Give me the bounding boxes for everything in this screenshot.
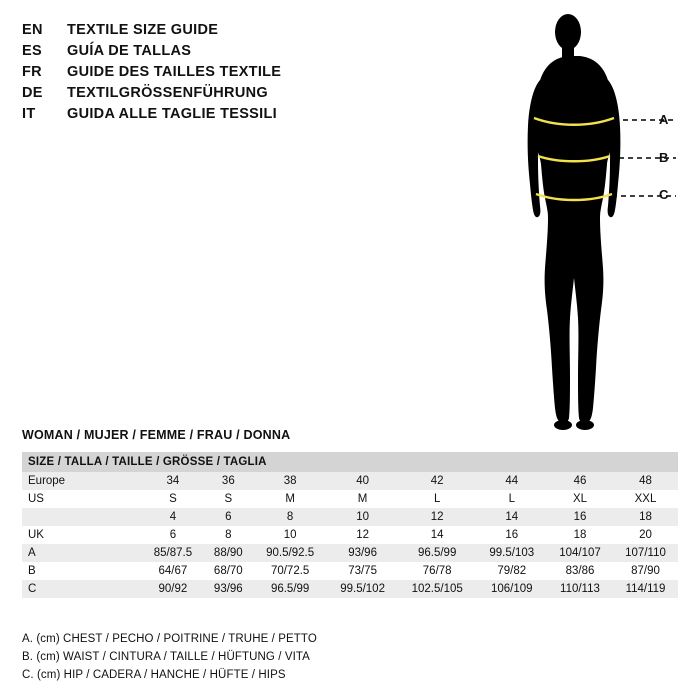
cell: XL bbox=[547, 490, 613, 508]
table-row bbox=[22, 490, 678, 508]
language-code-en: EN bbox=[22, 22, 43, 38]
language-title-de: TEXTILGRÖSSENFÜHRUNG bbox=[67, 85, 268, 101]
cell: 16 bbox=[547, 508, 613, 526]
note-chest: A. (cm) CHEST / PECHO / POITRINE / TRUHE / PETTO bbox=[22, 633, 317, 645]
cell: 96.5/99 bbox=[398, 544, 477, 562]
cell: 99.5/102 bbox=[327, 580, 397, 598]
measurement-notes bbox=[22, 633, 317, 687]
note-hip: C. (cm) HIP / CADERA / HANCHE / HÜFTE / HIPS bbox=[22, 669, 286, 681]
cell: 18 bbox=[613, 508, 678, 526]
cell: S bbox=[204, 490, 253, 508]
table-row bbox=[22, 526, 678, 544]
language-row bbox=[22, 85, 502, 101]
cell: 38 bbox=[253, 472, 328, 490]
table-row bbox=[22, 562, 678, 580]
language-row bbox=[22, 64, 502, 80]
table-band-header-row bbox=[22, 452, 678, 472]
cell: XXL bbox=[613, 490, 678, 508]
cell: 99.5/103 bbox=[477, 544, 547, 562]
row-label: C bbox=[22, 580, 142, 598]
cell: 83/86 bbox=[547, 562, 613, 580]
cell: 16 bbox=[477, 526, 547, 544]
table-row bbox=[22, 508, 678, 526]
row-label: Europe bbox=[22, 472, 142, 490]
cell: 79/82 bbox=[477, 562, 547, 580]
cell: 93/96 bbox=[204, 580, 253, 598]
measure-label-group bbox=[655, 6, 695, 436]
table-row bbox=[22, 472, 678, 490]
cell: 64/67 bbox=[142, 562, 204, 580]
cell: M bbox=[327, 490, 397, 508]
table-row bbox=[22, 544, 678, 562]
cell: L bbox=[477, 490, 547, 508]
cell: 20 bbox=[613, 526, 678, 544]
cell: 18 bbox=[547, 526, 613, 544]
cell: 48 bbox=[613, 472, 678, 490]
language-code-de: DE bbox=[22, 85, 43, 101]
language-title-es: GUÍA DE TALLAS bbox=[67, 43, 192, 59]
cell: 46 bbox=[547, 472, 613, 490]
language-row bbox=[22, 106, 502, 122]
cell: 70/72.5 bbox=[253, 562, 328, 580]
cell: L bbox=[398, 490, 477, 508]
cell: 14 bbox=[477, 508, 547, 526]
measure-label-c: C bbox=[659, 187, 669, 202]
cell: 6 bbox=[204, 508, 253, 526]
cell: 40 bbox=[327, 472, 397, 490]
cell: 104/107 bbox=[547, 544, 613, 562]
cell: 8 bbox=[204, 526, 253, 544]
language-title-fr: GUIDE DES TAILLES TEXTILE bbox=[67, 64, 282, 80]
language-code-es: ES bbox=[22, 43, 42, 59]
row-label: A bbox=[22, 544, 142, 562]
cell: 114/119 bbox=[613, 580, 678, 598]
cell: 36 bbox=[204, 472, 253, 490]
table-band-header-label: SIZE / TALLA / TAILLE / GRÖSSE / TAGLIA bbox=[22, 452, 678, 472]
cell: 106/109 bbox=[477, 580, 547, 598]
cell: 12 bbox=[398, 508, 477, 526]
cell: 14 bbox=[398, 526, 477, 544]
row-label: US bbox=[22, 490, 142, 508]
cell: 8 bbox=[253, 508, 328, 526]
cell: 12 bbox=[327, 526, 397, 544]
silhouette-body-icon bbox=[528, 14, 621, 430]
language-title-block bbox=[22, 22, 502, 127]
cell: 88/90 bbox=[204, 544, 253, 562]
cell: 107/110 bbox=[613, 544, 678, 562]
cell: 96.5/99 bbox=[253, 580, 328, 598]
cell: 90.5/92.5 bbox=[253, 544, 328, 562]
note-waist: B. (cm) WAIST / CINTURA / TAILLE / HÜFTUNG / VITA bbox=[22, 651, 310, 663]
cell: 102.5/105 bbox=[398, 580, 477, 598]
cell: 6 bbox=[142, 526, 204, 544]
row-label: UK bbox=[22, 526, 142, 544]
cell: 110/113 bbox=[547, 580, 613, 598]
measure-label-b: B bbox=[659, 150, 669, 165]
language-row bbox=[22, 22, 502, 38]
cell: 93/96 bbox=[327, 544, 397, 562]
cell: 44 bbox=[477, 472, 547, 490]
cell: 68/70 bbox=[204, 562, 253, 580]
row-label bbox=[22, 508, 142, 526]
cell: 87/90 bbox=[613, 562, 678, 580]
language-title-it: GUIDA ALLE TAGLIE TESSILI bbox=[67, 106, 277, 122]
language-code-it: IT bbox=[22, 106, 36, 122]
cell: 34 bbox=[142, 472, 204, 490]
cell: 10 bbox=[327, 508, 397, 526]
cell: 10 bbox=[253, 526, 328, 544]
cell: 42 bbox=[398, 472, 477, 490]
size-table bbox=[22, 452, 678, 598]
cell: 85/87.5 bbox=[142, 544, 204, 562]
cell: 76/78 bbox=[398, 562, 477, 580]
table-section-title: WOMAN / MUJER / FEMME / FRAU / DONNA bbox=[22, 428, 291, 442]
cell: M bbox=[253, 490, 328, 508]
row-label: B bbox=[22, 562, 142, 580]
table-row bbox=[22, 580, 678, 598]
cell: 90/92 bbox=[142, 580, 204, 598]
measure-label-a: A bbox=[659, 112, 669, 127]
cell: S bbox=[142, 490, 204, 508]
cell: 73/75 bbox=[327, 562, 397, 580]
cell: 4 bbox=[142, 508, 204, 526]
language-title-en: TEXTILE SIZE GUIDE bbox=[67, 22, 219, 38]
language-code-fr: FR bbox=[22, 64, 42, 80]
language-row bbox=[22, 43, 502, 59]
